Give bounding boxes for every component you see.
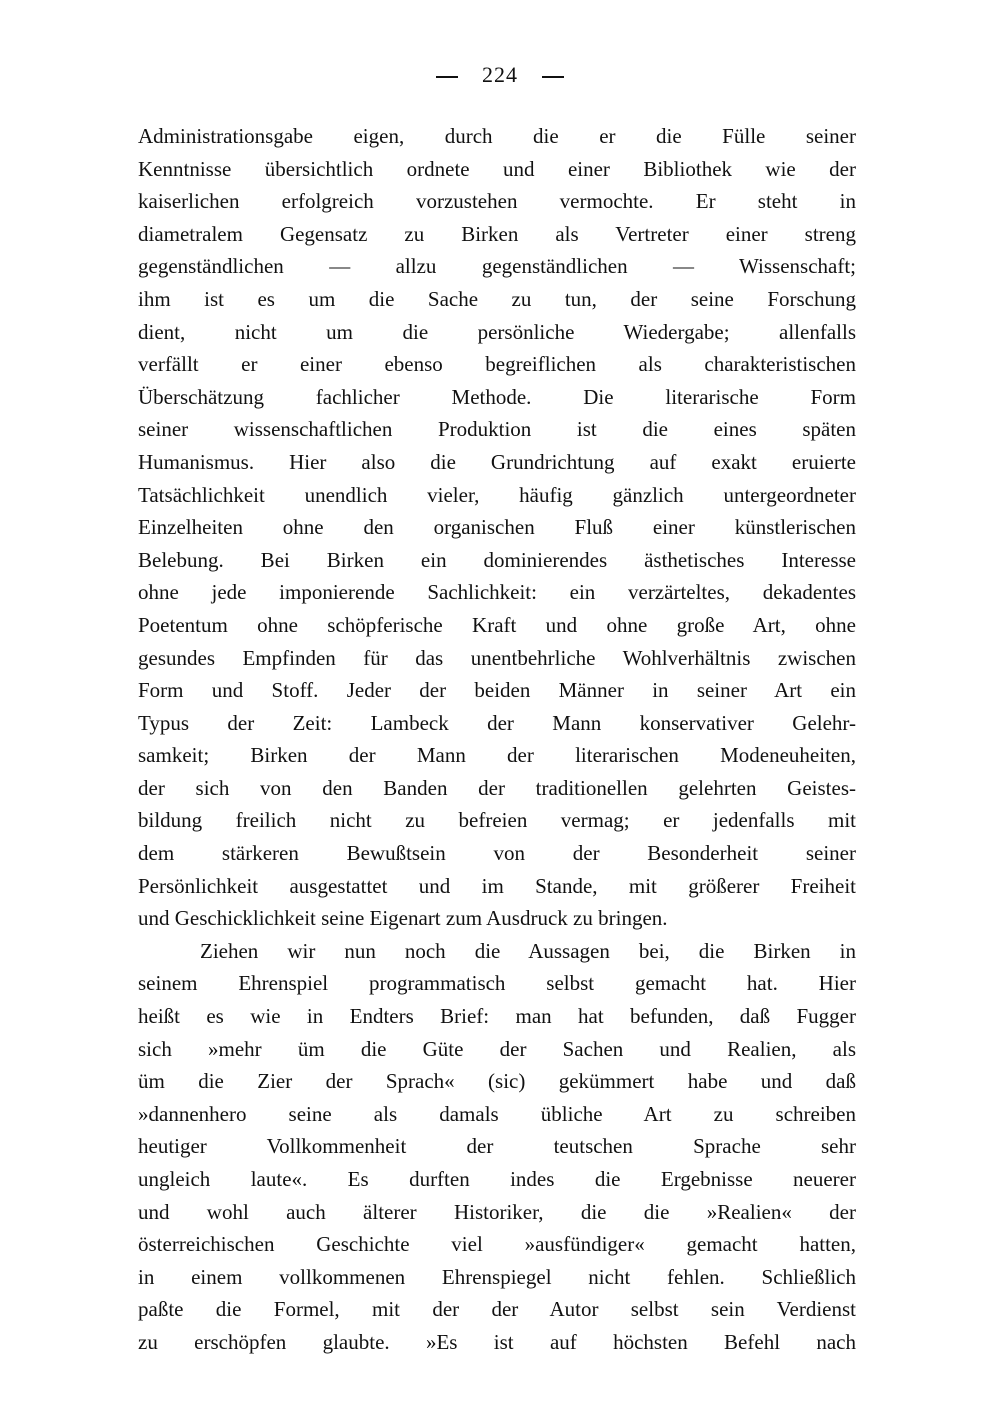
text-line: samkeit; Birken der Mann der literarischen Modeneuheiten, (138, 743, 856, 768)
text-line: gegenständlichen — allzu gegenständlichen — Wissenschaft; (138, 254, 856, 279)
body-text (138, 120, 856, 1359)
text-line: Kenntnisse übersichtlich ordnete und einer Bibliothek wie der (138, 156, 856, 181)
page-number-value: 224 (482, 62, 518, 87)
text-line: seinem Ehrenspiel programmatisch selbst gemacht hat. Hier (138, 971, 856, 996)
text-line: Belebung. Bei Birken ein dominierendes ästhetisches Interesse (138, 547, 856, 572)
text-line: ihm ist es um die Sache zu tun, der seine Forschung (138, 286, 856, 311)
text-line: ohne jede imponierende Sachlichkeit: ein verzärteltes, dekadentes (138, 580, 856, 605)
text-line: dient, nicht um die persönliche Wiedergabe; allenfalls (138, 319, 856, 344)
text-line: üm die Zier der Sprach« (sic) gekümmert habe und daß (138, 1069, 856, 1094)
text-line: in einem vollkommenen Ehrenspiegel nicht fehlen. Schließlich (138, 1264, 856, 1289)
text-line: sich »mehr üm die Güte der Sachen und Realien, als (138, 1036, 856, 1061)
text-line-paragraph-start: Ziehen wir nun noch die Aussagen bei, die Birken in (200, 938, 856, 963)
text-line: dem stärkeren Bewußtsein von der Besonderheit seiner (138, 841, 856, 866)
text-line: Humanismus. Hier also die Grundrichtung auf exakt eruierte (138, 449, 856, 474)
text-line: kaiserlichen erfolgreich vorzustehen vermochte. Er steht in (138, 189, 856, 214)
text-line: verfällt er einer ebenso begreiflichen als charakteristischen (138, 352, 856, 377)
text-line: seiner wissenschaftlichen Produktion ist die eines späten (138, 417, 856, 442)
page-number (0, 62, 1000, 88)
text-line: Überschätzung fachlicher Methode. Die literarische Form (138, 384, 856, 409)
text-line: bildung freilich nicht zu befreien vermag; er jedenfalls mit (138, 808, 856, 833)
text-line: »dannenhero seine als damals übliche Art zu schreiben (138, 1101, 856, 1126)
text-line: Tatsächlichkeit unendlich vieler, häufig gänzlich untergeordneter (138, 482, 856, 507)
text-line: und wohl auch älterer Historiker, die die »Realien« der (138, 1199, 856, 1224)
text-line: heutiger Vollkommenheit der teutschen Sprache sehr (138, 1134, 856, 1159)
text-line: heißt es wie in Endters Brief: man hat befunden, daß Fugger (138, 1004, 856, 1029)
text-line: Form und Stoff. Jeder der beiden Männer in seiner Art ein (138, 678, 856, 703)
text-line: diametralem Gegensatz zu Birken als Vertreter einer streng (138, 221, 856, 246)
text-line: gesundes Empfinden für das unentbehrliche Wohlverhältnis zwischen (138, 645, 856, 670)
text-line: der sich von den Banden der traditionellen gelehrten Geistes- (138, 775, 856, 800)
text-line: Administrationsgabe eigen, durch die er die Fülle seiner (138, 124, 856, 148)
text-line-paragraph-end: und Geschicklichkeit seine Eigenart zum Ausdruck zu bringen. (138, 906, 668, 931)
text-line: österreichischen Geschichte viel »ausfündiger« gemacht hatten, (138, 1232, 856, 1257)
page-number-dash-right (542, 76, 564, 78)
text-line: Einzelheiten ohne den organischen Fluß einer künstlerischen (138, 515, 856, 540)
text-line: zu erschöpfen glaubte. »Es ist auf höchsten Befehl nach (138, 1329, 856, 1354)
text-line: Poetentum ohne schöpferische Kraft und ohne große Art, ohne (138, 612, 856, 637)
text-line: Persönlichkeit ausgestattet und im Stande, mit größerer Freiheit (138, 873, 856, 898)
page-number-dash-left (436, 76, 458, 78)
text-line: ungleich laute«. Es durften indes die Ergebnisse neuerer (138, 1167, 856, 1191)
text-line: Typus der Zeit: Lambeck der Mann konservativer Gelehr- (138, 710, 856, 735)
text-line: paßte die Formel, mit der der Autor selbst sein Verdienst (138, 1297, 856, 1322)
